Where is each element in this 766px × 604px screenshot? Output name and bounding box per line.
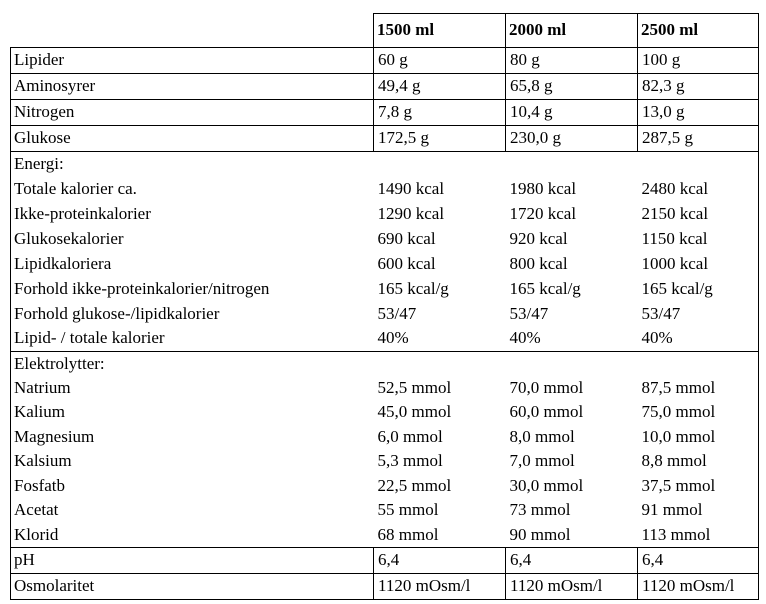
- value-cell: 172,5 g: [374, 126, 506, 152]
- value-cell: 1120 mOsm/l: [638, 574, 759, 600]
- row-label: Kalsium: [11, 450, 374, 475]
- value-cell: 75,0 mmol: [638, 401, 759, 426]
- value-cell: 91 mmol: [638, 499, 759, 524]
- section-title: Energi:: [11, 152, 374, 177]
- row-label: Osmolaritet: [11, 574, 374, 600]
- column-header-2500ml: 2500 ml: [638, 14, 759, 48]
- value-cell: 60 g: [374, 48, 506, 74]
- value-cell: 7,8 g: [374, 100, 506, 126]
- row-label: Glukose: [11, 126, 374, 152]
- value-cell: 40%: [638, 327, 759, 352]
- column-header-1500ml: 1500 ml: [374, 14, 506, 48]
- table-row: [11, 548, 759, 574]
- value-cell: 53/47: [509, 303, 549, 323]
- table-row: [11, 227, 759, 252]
- row-label: Fosfatb: [11, 474, 374, 499]
- row-label: Magnesium: [11, 425, 374, 450]
- table-row: [11, 376, 759, 401]
- value-cell: 690 kcal: [377, 228, 436, 248]
- row-label: pH: [11, 548, 374, 574]
- value-cell: 920 kcal: [509, 228, 568, 248]
- value-cell: 82,3 g: [638, 74, 759, 100]
- composition-table: [10, 13, 759, 600]
- header-row: [11, 14, 759, 48]
- value-cell: 1720 kcal: [509, 203, 577, 223]
- value-cell: 53/47: [377, 303, 417, 323]
- value-cell: 1490 kcal: [377, 178, 445, 198]
- value-cell: 165 kcal/g: [638, 277, 759, 302]
- row-label: Acetat: [11, 499, 374, 524]
- section-title: Elektrolytter:: [11, 352, 374, 377]
- value-cell: 165 kcal/g: [509, 278, 581, 298]
- row-label: Glukosekalorier: [11, 227, 374, 252]
- table-row: [11, 327, 759, 352]
- value-cell: 52,5 mmol: [377, 377, 452, 397]
- value-cell: 90 mmol: [509, 524, 571, 544]
- table-row: [11, 425, 759, 450]
- section-header-row: [11, 152, 759, 177]
- value-cell: 6,4: [506, 548, 638, 574]
- value-cell: 5,3 mmol: [377, 451, 443, 471]
- value-cell: [374, 152, 506, 177]
- row-label: Natrium: [11, 376, 374, 401]
- value-cell: 37,5 mmol: [638, 474, 759, 499]
- value-cell: 55 mmol: [377, 500, 439, 520]
- table-row: [11, 450, 759, 475]
- header-empty-cell: [11, 14, 374, 48]
- value-cell: 165 kcal/g: [377, 278, 449, 298]
- value-cell: 80 g: [506, 48, 638, 74]
- value-cell: 40%: [509, 328, 541, 348]
- value-cell: 10,4 g: [506, 100, 638, 126]
- value-cell: 13,0 g: [638, 100, 759, 126]
- row-label: Lipider: [11, 48, 374, 74]
- row-label: Ikke-proteinkalorier: [11, 202, 374, 227]
- row-label: Klorid: [11, 523, 374, 548]
- value-cell: 10,0 mmol: [638, 425, 759, 450]
- table-row: [11, 277, 759, 302]
- value-cell: 1120 mOsm/l: [506, 574, 638, 600]
- value-cell: 8,8 mmol: [638, 450, 759, 475]
- value-cell: 113 mmol: [638, 523, 759, 548]
- nutrition-composition-table: [10, 13, 759, 600]
- value-cell: [638, 152, 759, 177]
- value-cell: 70,0 mmol: [509, 377, 584, 397]
- column-header-2000ml: 2000 ml: [506, 14, 638, 48]
- value-cell: 230,0 g: [506, 126, 638, 152]
- value-cell: 800 kcal: [509, 253, 568, 273]
- table-row: [11, 401, 759, 426]
- value-cell: 7,0 mmol: [509, 451, 575, 471]
- section-header-row: [11, 352, 759, 377]
- value-cell: [374, 352, 506, 377]
- value-cell: 1120 mOsm/l: [374, 574, 506, 600]
- value-cell: 2480 kcal: [638, 177, 759, 202]
- value-cell: 1980 kcal: [509, 178, 577, 198]
- value-cell: 45,0 mmol: [377, 402, 452, 422]
- value-cell: [506, 152, 638, 177]
- table-row: [11, 302, 759, 327]
- value-cell: 1290 kcal: [377, 203, 445, 223]
- value-cell: 6,4: [374, 548, 506, 574]
- table-row: [11, 523, 759, 548]
- value-cell: 1000 kcal: [638, 252, 759, 277]
- row-label: Nitrogen: [11, 100, 374, 126]
- table-row: [11, 74, 759, 100]
- value-cell: 73 mmol: [509, 500, 571, 520]
- row-label: Aminosyrer: [11, 74, 374, 100]
- value-cell: 6,0 mmol: [377, 426, 443, 446]
- value-cell: 8,0 mmol: [509, 426, 575, 446]
- table-row: [11, 100, 759, 126]
- value-cell: 1150 kcal: [638, 227, 759, 252]
- row-label: Kalium: [11, 401, 374, 426]
- value-cell: 87,5 mmol: [638, 376, 759, 401]
- row-label: Forhold glukose-/lipidkalorier: [11, 302, 374, 327]
- value-cell: 65,8 g: [506, 74, 638, 100]
- value-cell: 53/47: [638, 302, 759, 327]
- value-cell: 68 mmol: [377, 524, 439, 544]
- table-row: [11, 252, 759, 277]
- table-row: [11, 48, 759, 74]
- value-cell: 6,4: [638, 548, 759, 574]
- table-row: [11, 202, 759, 227]
- table-row: [11, 474, 759, 499]
- row-label: Lipidkaloriera: [11, 252, 374, 277]
- value-cell: 22,5 mmol: [377, 475, 452, 495]
- row-label: Lipid- / totale kalorier: [11, 327, 374, 352]
- value-cell: [506, 352, 638, 377]
- value-cell: 100 g: [638, 48, 759, 74]
- table-row: [11, 574, 759, 600]
- value-cell: [638, 352, 759, 377]
- table-row: [11, 177, 759, 202]
- value-cell: 287,5 g: [638, 126, 759, 152]
- table-row: [11, 126, 759, 152]
- row-label: Totale kalorier ca.: [11, 177, 374, 202]
- table-row: [11, 499, 759, 524]
- value-cell: 600 kcal: [377, 253, 436, 273]
- value-cell: 30,0 mmol: [509, 475, 584, 495]
- value-cell: 49,4 g: [374, 74, 506, 100]
- value-cell: 40%: [377, 328, 409, 348]
- row-label: Forhold ikke-proteinkalorier/nitrogen: [11, 277, 374, 302]
- value-cell: 60,0 mmol: [509, 402, 584, 422]
- value-cell: 2150 kcal: [638, 202, 759, 227]
